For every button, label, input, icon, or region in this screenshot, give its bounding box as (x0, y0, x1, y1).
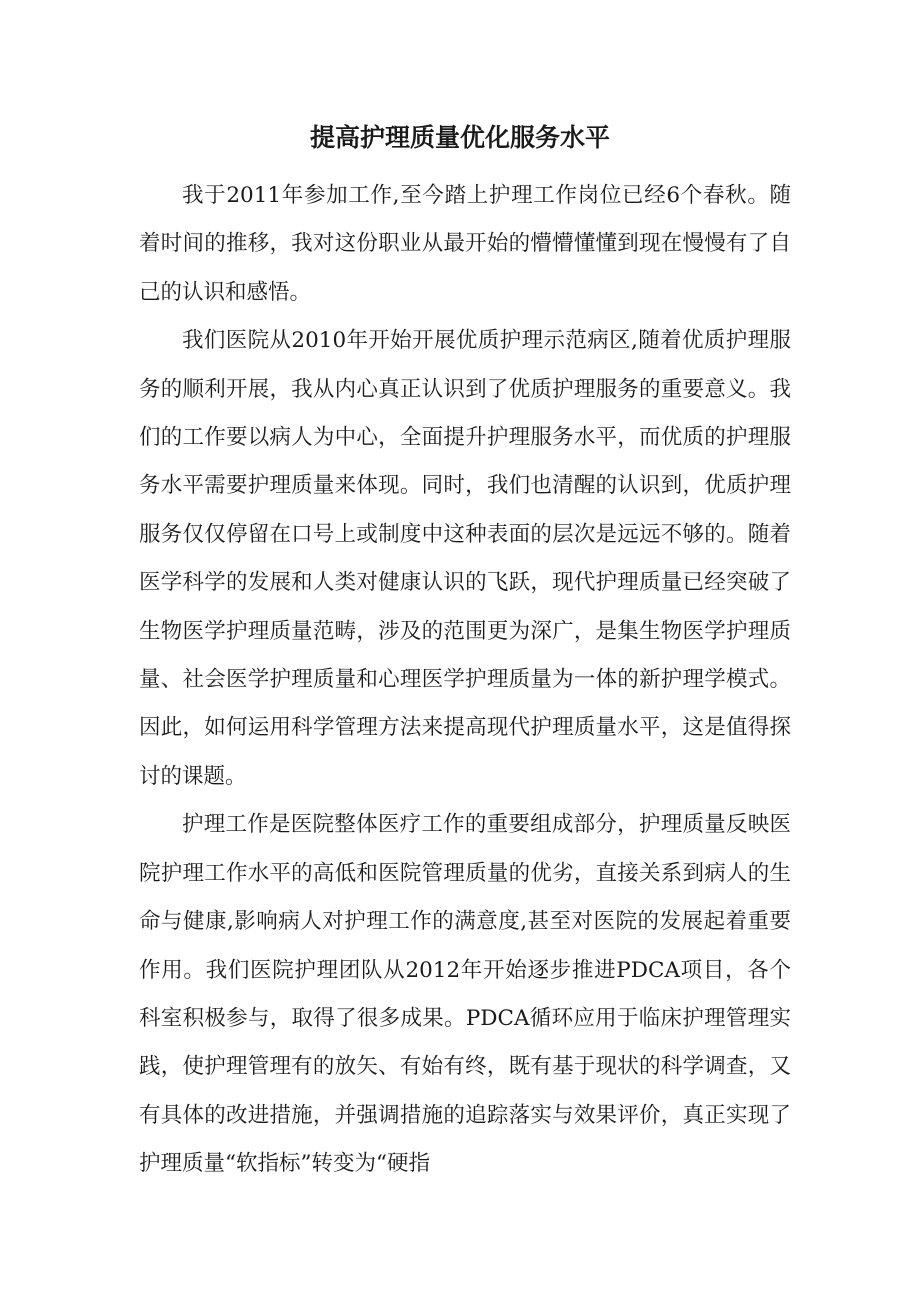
document-title: 提高护理质量优化服务水平 (309, 123, 610, 152)
paragraph-1: 我于2011年参加工作,至今踏上护理工作岗位已经6个春秋。随着时间的推移，我对这份职业从最开始的懵懵懂懂到现在慢慢有了自己的认识和感悟。 (139, 183, 791, 305)
paragraph-2: 我们医院从2010年开始开展优质护理示范病区,随着优质护理服务的顺利开展，我从内心真正认识到了优质护理服务的重要意义。我们的工作要以病人为中心，全面提升护理服务水平，而优质的护理服务水平需要护理质量来体现。同时，我们也清醒的认识到，优质护理服务仅仅停留在口号上或制度中这种表面的层次是远远不够的。随着医学科学的发展和人类对健康认识的飞跃，现代护理质量已经突破了生物医学护理质量范畴，涉及的范围更为深广，是集生物医学护理质量、社会医学护理质量和心理医学护理质量为一体的新护理学模式。因此，如何运用科学管理方法来提高现代护理质量水平，这是值得探讨的课题。 (139, 328, 791, 789)
document-body (139, 172, 791, 1189)
paragraph-3: 护理工作是医院整体医疗工作的重要组成部分，护理质量反映医院护理工作水平的高低和医院管理质量的优劣，直接关系到病人的生命与健康,影响病人对护理工作的满意度,甚至对医院的发展起着重要作用。我们医院护理团队从2012年开始逐步推进PDCA项目，各个科室积极参与，取得了很多成果。PDCA循环应用于临床护理管理实践，使护理管理有的放矢、有始有终，既有基于现状的科学调查，又有具体的改进措施，并强调措施的追踪落实与效果评价，真正实现了护理质量“软指标”转变为“硬指 (139, 812, 791, 1177)
